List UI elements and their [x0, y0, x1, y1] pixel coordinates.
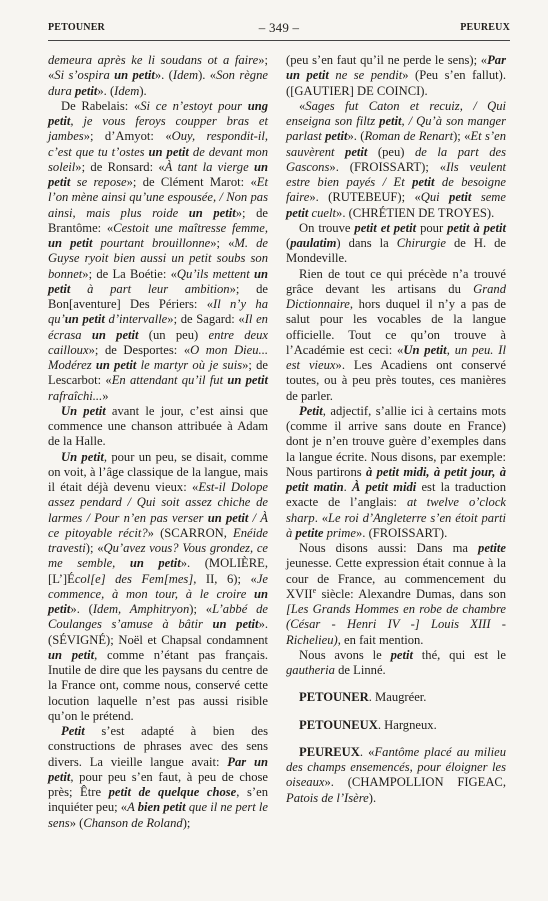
header-right-headword: PEUREUX [460, 22, 510, 33]
right-column-paragraph: «Sages fut Caton et recuiz, / Qui enseigna son filtz petit, / Qu’à son manger parlast petit». (Roman de Renart); «Et s’en sauvèrent petit (peu) de la part des Gascons». (FROISSART); «Ils veulent estre bien payés / Et petit de besoigne faire». (RUTEBEUF); «Qui petit seme petit cuelt». (CHRÉTIEN DE TROYES). [286, 98, 507, 220]
left-column-paragraph: Un petit, pour un peu, se disait, comme on voit, à l’âge classique de la langue, mais il était déjà devenu vieux: «Est-il Dolope assez pendard / Qui soit assez chiche de larmes / Pour n’en pas verser un petit / À ce pitoyable récit?» (SCARRON, Enéide travesti); «Qu’avez vous? Vous grondez, ce me semble, un petit». (MOLIÈRE, [L’]Écol[e] des Fem[mes], II, 6); «Je commence, à mon tour, à le croire un petit». (Idem, Amphitryon); «L’abbé de Coulanges s’amuse à bâtir un petit». (SÉVIGNÉ); Noël et Chapsal condamnent un petit, comme n’étant pas français. Inutile de dire que les paysans du centre de la France ont, comme nous, conservé cette locution laquelle n’est pas aussi risible qu’on le prétend. [48, 449, 269, 723]
left-column-paragraph: Petit s’est adapté à bien des constructions de phrases avec des sens divers. La vieille langue avait: Par un petit, pour peu s’en faut, à peu de chose près; Être petit de quelque chose, s’en inquiéter peu; «A bien petit que il ne pert le sens» (Chanson de Roland); [48, 724, 268, 830]
right-column-paragraph: PETOUNEUX. Hargneux. [299, 717, 437, 732]
left-column-paragraph: demeura après ke li soudans ot a faire»; «Si s’ospira un petit». (Idem). «Son règne dura petit». (Idem). [48, 53, 268, 98]
right-column-paragraph: (peu s’en faut qu’il ne perde le sens); «Par un petit ne se pendit» (Peu s’en fallut). ([GAUTIER] DE COINCI). [286, 53, 506, 98]
left-column [48, 53, 268, 831]
right-column-paragraph: PETOUNER. Maugréer. [299, 690, 427, 705]
header-left-headword: PETOUNER [48, 22, 105, 33]
running-header [48, 22, 510, 38]
right-column-paragraph: PEUREUX. «Fantôme placé au milieu des champs ensemencés, pour éloigner les oiseaux». (CHAMPOLLION FIGEAC, Patois de l’Isère). [286, 744, 507, 805]
left-column-paragraph: De Rabelais: «Si ce n’estoyt pour ung petit, je vous feroys coupper bras et jambes»; d’Amyot: «Ouy, respondit-il, c’est que tu t’ostes un petit de devant mon soleil»; de Ronsard: «À tant la vierge un petit se repose»; de Clément Marot: «Et l’on mène ainsi qu’une espousée, / Non pas ainsi, mais plus roide un petit»; de Brantôme: «Cestoit une maîtresse femme, un petit pourtant brouillonne»; «M. de Guyse ryoit bien aussi un petit soubs son bonnet»; de La Boétie: «Qu’ils mettent un petit à part leur ambition»; de Bon[aventure] Des Périers: «Il n’y ha qu’un petit d’intervalle»; de Sagard: «Il en écrasa un petit (un peu) entre deux cailloux»; de Desportes: «O mon Dieu... Modérez un petit le martyr où je suis»; de Lescarbot: «En attendant qu’il fut un petit rafraîchi...» [48, 98, 269, 403]
page-number: – 349 – [258, 20, 300, 35]
header-rule [48, 40, 510, 41]
right-column [286, 53, 506, 806]
right-column-paragraph: Nous avons le petit thé, qui est le gautheria de Linné. [286, 647, 506, 677]
right-column-paragraph: Nous disons aussi: Dans ma petite jeunesse. Cette expression était connue à la cour de France, au commencement du XVIIe siècle: Alexandre Dumas, dans son [Les Grands Hommes en robe de chambre (César - Henri IV -] Louis XIII - Richelieu), en fait mention. [286, 541, 506, 647]
right-column-paragraph: Rien de tout ce qui précède n’a trouvé grâce devant les artisans du Grand Dictionnaire, hors duquel il n’y a pas de salut pour les vocables de la langue officielle. Tout ce qu’on trouve à l’Académie est ceci: «Un petit, un peu. Il est vieux». Les Acadiens ont conservé toutes, ou à peu près toutes, ces manières de parler. [286, 266, 507, 403]
right-column-paragraph: On trouve petit et petit pour petit à petit (paulatim) dans la Chirurgie de H. de Mondeville. [286, 220, 507, 266]
left-column-paragraph: Un petit avant le jour, c’est ainsi que commence une chanson attribuée à Adam de la Halle. [48, 403, 268, 449]
right-column-paragraph: Petit, adjectif, s’allie ici à certains mots (comme il arrive sans doute en France) dont je n’en trouve guère d’exemples dans la langue écrite. Nous disons, par exemple: Nous partirons à petit midi, à petit jour, à petit matin. À petit midi est la traduction exacte de l’anglais: at twelve o’clock sharp. «Le roi d’Angleterre s’en étoit parti à petite prime». (FROISSART). [286, 403, 506, 540]
